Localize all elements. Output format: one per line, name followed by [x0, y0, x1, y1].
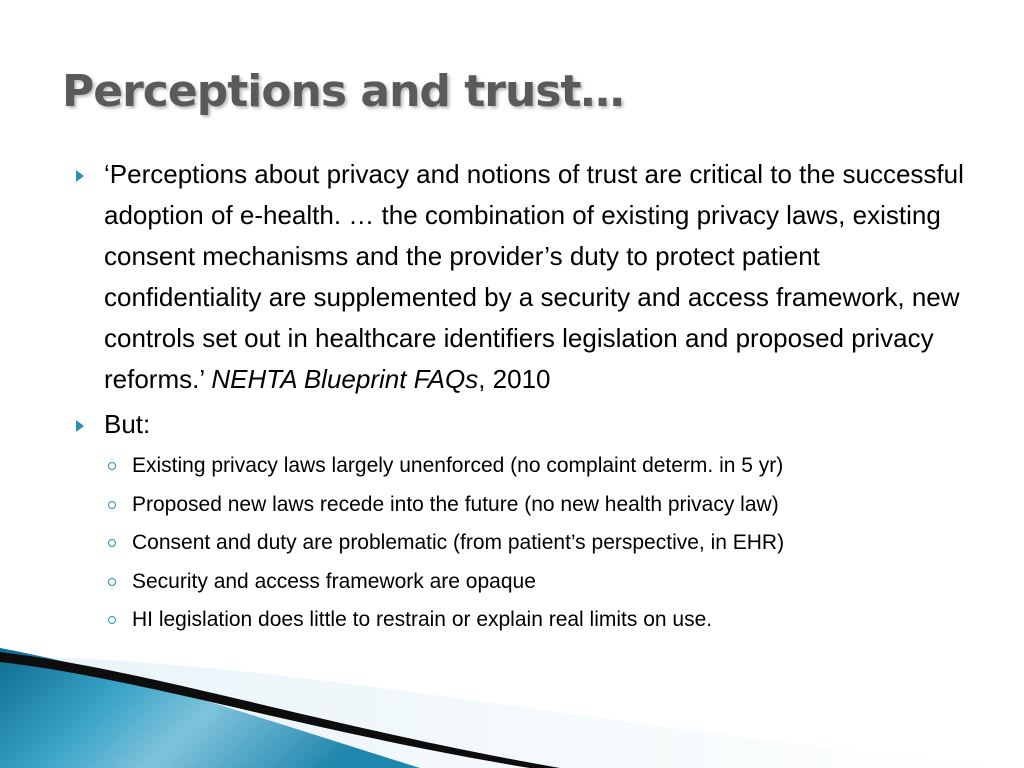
- sub-bullet-text: Existing privacy laws largely unenforced (no complaint determ. in 5 yr): [132, 454, 784, 477]
- quote-year: , 2010: [478, 364, 551, 394]
- bullet-but: [72, 404, 972, 445]
- circle-bullet-icon: [108, 501, 116, 509]
- sub-bullet-item: [72, 524, 972, 563]
- quote-body: ‘Perceptions about privacy and notions of trust are critical to the successful adoption of e-health. … the combination of existing privacy laws, existing consent mechanisms and the provider’s duty to protect patient confidentiality are supplemented by a security and access framework, new controls set out in healthcare identifiers legislation and proposed privacy reforms.’: [104, 159, 964, 394]
- sub-bullet-text: Security and access framework are opaque: [132, 569, 536, 593]
- sub-bullet-text: Proposed new laws recede into the future (no new health privacy law): [132, 492, 779, 516]
- circle-bullet-icon: [108, 462, 116, 470]
- triangle-bullet-icon: [76, 420, 84, 432]
- circle-bullet-icon: [108, 578, 116, 586]
- sub-bullet-item: [72, 447, 972, 486]
- sub-bullet-item: [72, 486, 972, 525]
- bullet-quote: [72, 154, 972, 400]
- sub-bullet-text: HI legislation does little to restrain or explain real limits on use.: [132, 608, 713, 631]
- circle-bullet-icon: [108, 539, 116, 547]
- quote-source: NEHTA Blueprint FAQs: [211, 364, 479, 394]
- triangle-bullet-icon: [76, 170, 84, 182]
- corner-wave-decoration: [0, 600, 1024, 768]
- sub-bullet-text: Consent and duty are problematic (from patient’s perspective, in EHR): [132, 531, 785, 554]
- slide-content: [72, 154, 972, 640]
- quote-text: [104, 154, 984, 400]
- slide-title: Perceptions and trust…: [62, 66, 624, 117]
- sub-bullet-item: [72, 563, 972, 602]
- but-label: But:: [104, 409, 151, 439]
